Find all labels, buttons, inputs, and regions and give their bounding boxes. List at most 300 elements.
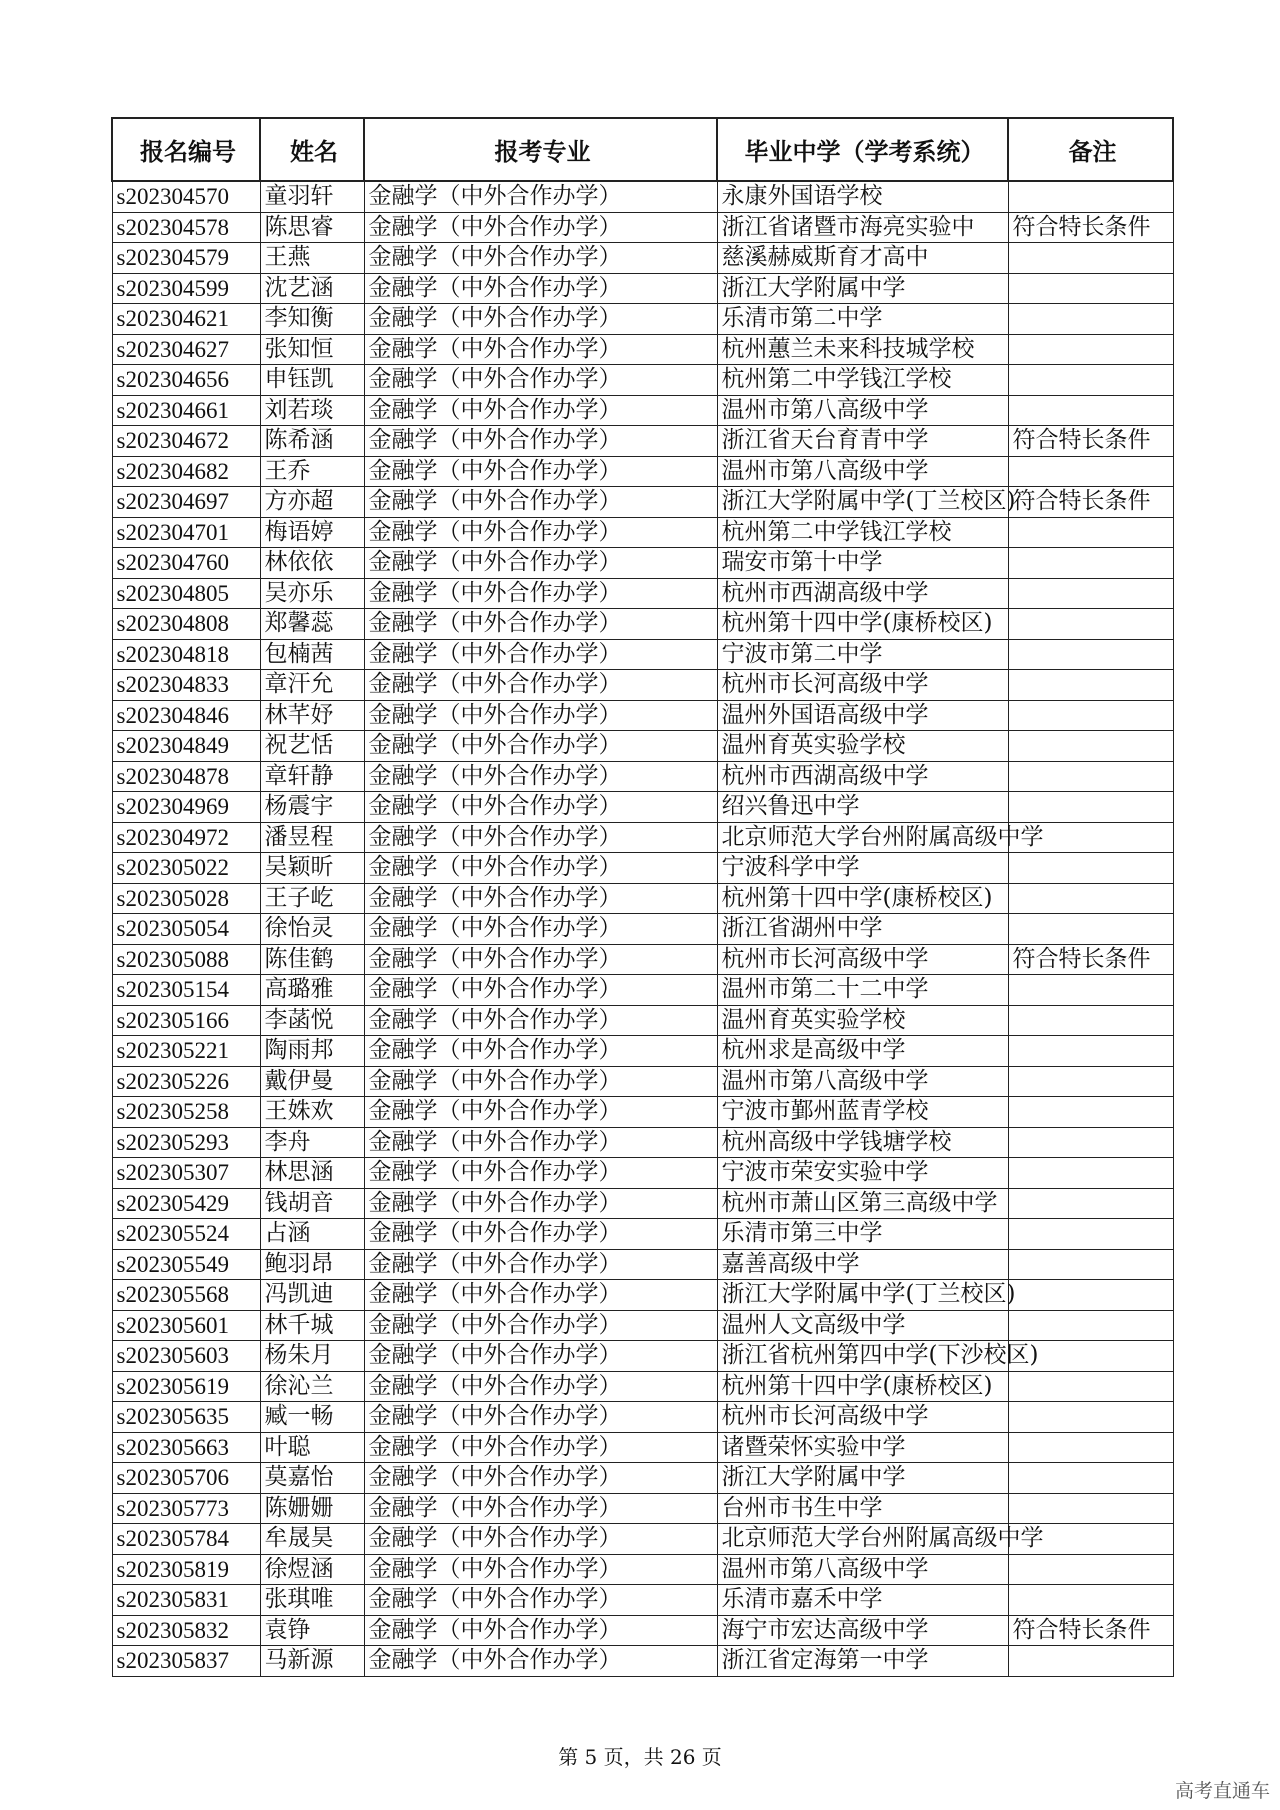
cell-school: 浙江省诸暨市海亮实验中 [717, 212, 1008, 243]
cell-remark [1008, 1005, 1173, 1036]
cell-major: 金融学（中外合作办学） [364, 1646, 717, 1677]
cell-remark [1008, 273, 1173, 304]
cell-major: 金融学（中外合作办学） [364, 944, 717, 975]
cell-major: 金融学（中外合作办学） [364, 1463, 717, 1494]
table-row [112, 1005, 1173, 1036]
header-row [112, 118, 1173, 181]
cell-registration-id: s202305293 [112, 1127, 260, 1158]
cell-registration-id: s202305603 [112, 1341, 260, 1372]
cell-school: 杭州市长河高级中学 [717, 944, 1008, 975]
table-row [112, 883, 1173, 914]
cell-school: 温州人文高级中学 [717, 1310, 1008, 1341]
cell-remark [1008, 243, 1173, 274]
cell-major: 金融学（中外合作办学） [364, 517, 717, 548]
cell-student-name: 沈艺涵 [260, 273, 364, 304]
cell-school: 杭州第十四中学(康桥校区) [717, 609, 1008, 640]
cell-student-name: 陈思睿 [260, 212, 364, 243]
cell-remark [1008, 1463, 1173, 1494]
cell-school: 浙江省天台育青中学 [717, 426, 1008, 457]
cell-student-name: 牟晟昊 [260, 1524, 364, 1555]
cell-school: 杭州求是高级中学 [717, 1036, 1008, 1067]
cell-school: 杭州第十四中学(康桥校区) [717, 1371, 1008, 1402]
cell-student-name: 戴伊曼 [260, 1066, 364, 1097]
cell-major: 金融学（中外合作办学） [364, 1493, 717, 1524]
cell-registration-id: s202304672 [112, 426, 260, 457]
table-row [112, 487, 1173, 518]
cell-student-name: 林芊妤 [260, 700, 364, 731]
cell-registration-id: s202304627 [112, 334, 260, 365]
cell-student-name: 潘昱程 [260, 822, 364, 853]
table-row [112, 792, 1173, 823]
cell-student-name: 杨朱月 [260, 1341, 364, 1372]
cell-student-name: 张琪唯 [260, 1585, 364, 1616]
table-row [112, 365, 1173, 396]
cell-remark [1008, 1036, 1173, 1067]
cell-school: 台州市书生中学 [717, 1493, 1008, 1524]
cell-remark [1008, 1280, 1173, 1311]
cell-student-name: 徐沁兰 [260, 1371, 364, 1402]
cell-major: 金融学（中外合作办学） [364, 212, 717, 243]
cell-student-name: 莫嘉怡 [260, 1463, 364, 1494]
cell-registration-id: s202305154 [112, 975, 260, 1006]
table-row [112, 426, 1173, 457]
table-row [112, 1310, 1173, 1341]
table-row [112, 639, 1173, 670]
cell-school: 浙江省湖州中学 [717, 914, 1008, 945]
cell-student-name: 吴亦乐 [260, 578, 364, 609]
cell-remark [1008, 1493, 1173, 1524]
cell-school: 温州市第八高级中学 [717, 1554, 1008, 1585]
header-id: 报名编号 [112, 118, 260, 181]
cell-school: 浙江大学附属中学(丁兰校区) [717, 1280, 1008, 1311]
cell-student-name: 陈姗姗 [260, 1493, 364, 1524]
cell-student-name: 陶雨邦 [260, 1036, 364, 1067]
cell-school: 永康外国语学校 [717, 181, 1008, 212]
table-row [112, 395, 1173, 426]
table-row [112, 243, 1173, 274]
cell-student-name: 林千城 [260, 1310, 364, 1341]
cell-school: 杭州高级中学钱塘学校 [717, 1127, 1008, 1158]
table-row [112, 1463, 1173, 1494]
cell-remark [1008, 670, 1173, 701]
admission-table [111, 117, 1174, 1677]
cell-school: 乐清市嘉禾中学 [717, 1585, 1008, 1616]
cell-school: 温州育英实验学校 [717, 731, 1008, 762]
table-row [112, 1585, 1173, 1616]
cell-school: 慈溪赫威斯育才高中 [717, 243, 1008, 274]
cell-registration-id: s202304833 [112, 670, 260, 701]
table-row [112, 1097, 1173, 1128]
cell-registration-id: s202304656 [112, 365, 260, 396]
table-row [112, 700, 1173, 731]
cell-major: 金融学（中外合作办学） [364, 639, 717, 670]
cell-major: 金融学（中外合作办学） [364, 761, 717, 792]
cell-major: 金融学（中外合作办学） [364, 1219, 717, 1250]
cell-remark [1008, 1310, 1173, 1341]
cell-school: 杭州市长河高级中学 [717, 1402, 1008, 1433]
cell-student-name: 袁铮 [260, 1615, 364, 1646]
cell-major: 金融学（中外合作办学） [364, 395, 717, 426]
cell-student-name: 梅语婷 [260, 517, 364, 548]
watermark: 高考直通车 [1174, 1780, 1270, 1802]
cell-registration-id: s202305221 [112, 1036, 260, 1067]
cell-major: 金融学（中外合作办学） [364, 1005, 717, 1036]
cell-major: 金融学（中外合作办学） [364, 548, 717, 579]
cell-student-name: 章轩静 [260, 761, 364, 792]
table-row [112, 1341, 1173, 1372]
table-row [112, 1371, 1173, 1402]
cell-registration-id: s202305773 [112, 1493, 260, 1524]
cell-student-name: 郑馨蕊 [260, 609, 364, 640]
cell-school: 温州育英实验学校 [717, 1005, 1008, 1036]
cell-remark [1008, 1646, 1173, 1677]
cell-major: 金融学（中外合作办学） [364, 822, 717, 853]
cell-registration-id: s202305706 [112, 1463, 260, 1494]
cell-major: 金融学（中外合作办学） [364, 883, 717, 914]
table-body [112, 181, 1173, 1676]
cell-registration-id: s202305819 [112, 1554, 260, 1585]
cell-major: 金融学（中外合作办学） [364, 670, 717, 701]
table-row [112, 944, 1173, 975]
cell-school: 杭州市萧山区第三高级中学 [717, 1188, 1008, 1219]
table-row [112, 1646, 1173, 1677]
cell-school: 北京师范大学台州附属高级中学 [717, 1524, 1008, 1555]
cell-school: 北京师范大学台州附属高级中学 [717, 822, 1008, 853]
cell-school: 宁波科学中学 [717, 853, 1008, 884]
cell-remark [1008, 578, 1173, 609]
cell-major: 金融学（中外合作办学） [364, 487, 717, 518]
cell-remark [1008, 761, 1173, 792]
cell-school: 嘉善高级中学 [717, 1249, 1008, 1280]
table-row [112, 822, 1173, 853]
cell-registration-id: s202305837 [112, 1646, 260, 1677]
cell-remark: 符合特长条件 [1008, 426, 1173, 457]
cell-major: 金融学（中外合作办学） [364, 1524, 717, 1555]
table-row [112, 609, 1173, 640]
cell-major: 金融学（中外合作办学） [364, 1341, 717, 1372]
cell-school: 乐清市第二中学 [717, 304, 1008, 335]
table-row [112, 1280, 1173, 1311]
table-row [112, 334, 1173, 365]
cell-remark [1008, 853, 1173, 884]
cell-registration-id: s202304969 [112, 792, 260, 823]
cell-school: 温州市第二十二中学 [717, 975, 1008, 1006]
cell-major: 金融学（中外合作办学） [364, 1127, 717, 1158]
cell-major: 金融学（中外合作办学） [364, 1097, 717, 1128]
cell-registration-id: s202304846 [112, 700, 260, 731]
cell-registration-id: s202305831 [112, 1585, 260, 1616]
table-row [112, 914, 1173, 945]
cell-major: 金融学（中外合作办学） [364, 1280, 717, 1311]
cell-student-name: 申钰凯 [260, 365, 364, 396]
cell-remark [1008, 639, 1173, 670]
cell-school: 海宁市宏达高级中学 [717, 1615, 1008, 1646]
table-row [112, 670, 1173, 701]
cell-registration-id: s202304808 [112, 609, 260, 640]
cell-student-name: 臧一畅 [260, 1402, 364, 1433]
table-row [112, 548, 1173, 579]
table-row [112, 1066, 1173, 1097]
cell-remark [1008, 700, 1173, 731]
cell-student-name: 王燕 [260, 243, 364, 274]
cell-registration-id: s202305784 [112, 1524, 260, 1555]
cell-remark [1008, 1249, 1173, 1280]
cell-school: 宁波市荣安实验中学 [717, 1158, 1008, 1189]
cell-registration-id: s202304849 [112, 731, 260, 762]
cell-registration-id: s202304818 [112, 639, 260, 670]
cell-school: 浙江省杭州第四中学(下沙校区) [717, 1341, 1008, 1372]
cell-school: 杭州市西湖高级中学 [717, 578, 1008, 609]
cell-registration-id: s202305601 [112, 1310, 260, 1341]
table-row [112, 1615, 1173, 1646]
cell-student-name: 王乔 [260, 456, 364, 487]
cell-school: 乐清市第三中学 [717, 1219, 1008, 1250]
cell-remark [1008, 395, 1173, 426]
cell-school: 浙江大学附属中学 [717, 1463, 1008, 1494]
table-row [112, 1524, 1173, 1555]
table-row [112, 212, 1173, 243]
table-row [112, 273, 1173, 304]
cell-registration-id: s202305429 [112, 1188, 260, 1219]
cell-school: 杭州市长河高级中学 [717, 670, 1008, 701]
cell-registration-id: s202304579 [112, 243, 260, 274]
cell-major: 金融学（中外合作办学） [364, 365, 717, 396]
header-name: 姓名 [260, 118, 364, 181]
cell-registration-id: s202305166 [112, 1005, 260, 1036]
cell-major: 金融学（中外合作办学） [364, 975, 717, 1006]
cell-student-name: 马新源 [260, 1646, 364, 1677]
cell-school: 杭州第二中学钱江学校 [717, 365, 1008, 396]
cell-school: 杭州市西湖高级中学 [717, 761, 1008, 792]
cell-remark [1008, 456, 1173, 487]
table-row [112, 1219, 1173, 1250]
cell-registration-id: s202305258 [112, 1097, 260, 1128]
cell-student-name: 陈希涵 [260, 426, 364, 457]
table-row [112, 975, 1173, 1006]
cell-school: 温州外国语高级中学 [717, 700, 1008, 731]
cell-registration-id: s202304599 [112, 273, 260, 304]
cell-registration-id: s202304760 [112, 548, 260, 579]
cell-major: 金融学（中外合作办学） [364, 181, 717, 212]
cell-student-name: 王姝欢 [260, 1097, 364, 1128]
cell-remark [1008, 883, 1173, 914]
cell-major: 金融学（中外合作办学） [364, 1615, 717, 1646]
cell-registration-id: s202304682 [112, 456, 260, 487]
cell-registration-id: s202304621 [112, 304, 260, 335]
cell-student-name: 章汗允 [260, 670, 364, 701]
cell-major: 金融学（中外合作办学） [364, 853, 717, 884]
cell-registration-id: s202305307 [112, 1158, 260, 1189]
cell-remark: 符合特长条件 [1008, 487, 1173, 518]
cell-registration-id: s202305054 [112, 914, 260, 945]
cell-registration-id: s202304578 [112, 212, 260, 243]
cell-student-name: 包楠茜 [260, 639, 364, 670]
cell-major: 金融学（中外合作办学） [364, 426, 717, 457]
cell-registration-id: s202304701 [112, 517, 260, 548]
cell-major: 金融学（中外合作办学） [364, 792, 717, 823]
cell-remark [1008, 1371, 1173, 1402]
cell-remark [1008, 304, 1173, 335]
cell-registration-id: s202305832 [112, 1615, 260, 1646]
cell-major: 金融学（中外合作办学） [364, 1158, 717, 1189]
cell-remark [1008, 1066, 1173, 1097]
cell-student-name: 刘若琰 [260, 395, 364, 426]
cell-major: 金融学（中外合作办学） [364, 578, 717, 609]
cell-registration-id: s202304972 [112, 822, 260, 853]
cell-student-name: 叶聪 [260, 1432, 364, 1463]
cell-registration-id: s202305226 [112, 1066, 260, 1097]
table-header [112, 118, 1173, 181]
cell-student-name: 鲍羽昂 [260, 1249, 364, 1280]
cell-remark [1008, 1554, 1173, 1585]
cell-registration-id: s202304805 [112, 578, 260, 609]
cell-registration-id: s202305022 [112, 853, 260, 884]
table-row [112, 578, 1173, 609]
table-row [112, 1554, 1173, 1585]
table-row [112, 1249, 1173, 1280]
cell-registration-id: s202305549 [112, 1249, 260, 1280]
cell-remark [1008, 1432, 1173, 1463]
cell-remark [1008, 1127, 1173, 1158]
cell-registration-id: s202304878 [112, 761, 260, 792]
cell-school: 浙江大学附属中学 [717, 273, 1008, 304]
table-row [112, 181, 1173, 212]
cell-school: 杭州蕙兰未来科技城学校 [717, 334, 1008, 365]
table-row [112, 1402, 1173, 1433]
cell-school: 绍兴鲁迅中学 [717, 792, 1008, 823]
cell-student-name: 李舟 [260, 1127, 364, 1158]
cell-student-name: 童羽轩 [260, 181, 364, 212]
cell-major: 金融学（中外合作办学） [364, 243, 717, 274]
cell-school: 瑞安市第十中学 [717, 548, 1008, 579]
cell-remark [1008, 548, 1173, 579]
cell-student-name: 李知衡 [260, 304, 364, 335]
cell-student-name: 方亦超 [260, 487, 364, 518]
cell-remark [1008, 731, 1173, 762]
cell-remark [1008, 1402, 1173, 1433]
cell-student-name: 钱胡音 [260, 1188, 364, 1219]
cell-registration-id: s202305619 [112, 1371, 260, 1402]
cell-remark [1008, 365, 1173, 396]
cell-major: 金融学（中外合作办学） [364, 700, 717, 731]
cell-remark: 符合特长条件 [1008, 944, 1173, 975]
cell-student-name: 徐煜涵 [260, 1554, 364, 1585]
cell-registration-id: s202305568 [112, 1280, 260, 1311]
cell-student-name: 陈佳鹤 [260, 944, 364, 975]
cell-school: 浙江大学附属中学(丁兰校区) [717, 487, 1008, 518]
cell-remark [1008, 1158, 1173, 1189]
table-row [112, 1158, 1173, 1189]
table-row [112, 1188, 1173, 1219]
table-row [112, 761, 1173, 792]
cell-major: 金融学（中外合作办学） [364, 304, 717, 335]
cell-school: 宁波市第二中学 [717, 639, 1008, 670]
cell-student-name: 占涵 [260, 1219, 364, 1250]
cell-major: 金融学（中外合作办学） [364, 334, 717, 365]
cell-major: 金融学（中外合作办学） [364, 1585, 717, 1616]
cell-registration-id: s202304697 [112, 487, 260, 518]
cell-major: 金融学（中外合作办学） [364, 1036, 717, 1067]
table-row [112, 731, 1173, 762]
cell-remark [1008, 517, 1173, 548]
cell-school: 浙江省定海第一中学 [717, 1646, 1008, 1677]
cell-major: 金融学（中外合作办学） [364, 731, 717, 762]
cell-remark [1008, 975, 1173, 1006]
cell-major: 金融学（中外合作办学） [364, 1402, 717, 1433]
cell-remark: 符合特长条件 [1008, 212, 1173, 243]
cell-major: 金融学（中外合作办学） [364, 1554, 717, 1585]
cell-major: 金融学（中外合作办学） [364, 1432, 717, 1463]
cell-student-name: 张知恒 [260, 334, 364, 365]
cell-registration-id: s202304570 [112, 181, 260, 212]
table-row [112, 1036, 1173, 1067]
cell-school: 杭州第十四中学(康桥校区) [717, 883, 1008, 914]
cell-registration-id: s202304661 [112, 395, 260, 426]
cell-major: 金融学（中外合作办学） [364, 1188, 717, 1219]
table-row [112, 304, 1173, 335]
cell-student-name: 林依依 [260, 548, 364, 579]
cell-remark: 符合特长条件 [1008, 1615, 1173, 1646]
cell-major: 金融学（中外合作办学） [364, 1249, 717, 1280]
cell-school: 诸暨荣怀实验中学 [717, 1432, 1008, 1463]
cell-student-name: 林思涵 [260, 1158, 364, 1189]
table-row [112, 1127, 1173, 1158]
cell-registration-id: s202305088 [112, 944, 260, 975]
cell-remark [1008, 792, 1173, 823]
header-remark: 备注 [1008, 118, 1173, 181]
cell-student-name: 吴颖昕 [260, 853, 364, 884]
table-row [112, 517, 1173, 548]
header-school: 毕业中学（学考系统） [717, 118, 1008, 181]
table-row [112, 853, 1173, 884]
cell-remark [1008, 1219, 1173, 1250]
cell-remark [1008, 1097, 1173, 1128]
cell-student-name: 冯凯迪 [260, 1280, 364, 1311]
cell-remark [1008, 1188, 1173, 1219]
page-number: 第 5 页，共 26 页 [558, 1745, 722, 1769]
cell-school: 温州市第八高级中学 [717, 456, 1008, 487]
cell-school: 温州市第八高级中学 [717, 1066, 1008, 1097]
cell-student-name: 李菡悦 [260, 1005, 364, 1036]
table-row [112, 1432, 1173, 1463]
cell-student-name: 王子屹 [260, 883, 364, 914]
cell-remark [1008, 914, 1173, 945]
cell-major: 金融学（中外合作办学） [364, 456, 717, 487]
cell-school: 宁波市鄞州蓝青学校 [717, 1097, 1008, 1128]
cell-remark [1008, 609, 1173, 640]
cell-major: 金融学（中外合作办学） [364, 1066, 717, 1097]
table-row [112, 456, 1173, 487]
cell-school: 杭州第二中学钱江学校 [717, 517, 1008, 548]
cell-major: 金融学（中外合作办学） [364, 609, 717, 640]
cell-major: 金融学（中外合作办学） [364, 1310, 717, 1341]
cell-student-name: 徐怡灵 [260, 914, 364, 945]
cell-registration-id: s202305635 [112, 1402, 260, 1433]
cell-major: 金融学（中外合作办学） [364, 273, 717, 304]
cell-registration-id: s202305524 [112, 1219, 260, 1250]
cell-school: 温州市第八高级中学 [717, 395, 1008, 426]
cell-remark [1008, 181, 1173, 212]
cell-major: 金融学（中外合作办学） [364, 914, 717, 945]
cell-student-name: 祝艺恬 [260, 731, 364, 762]
cell-major: 金融学（中外合作办学） [364, 1371, 717, 1402]
cell-registration-id: s202305028 [112, 883, 260, 914]
cell-student-name: 杨震宇 [260, 792, 364, 823]
cell-remark [1008, 1585, 1173, 1616]
cell-student-name: 高璐雅 [260, 975, 364, 1006]
header-major: 报考专业 [364, 118, 717, 181]
table-row [112, 1493, 1173, 1524]
